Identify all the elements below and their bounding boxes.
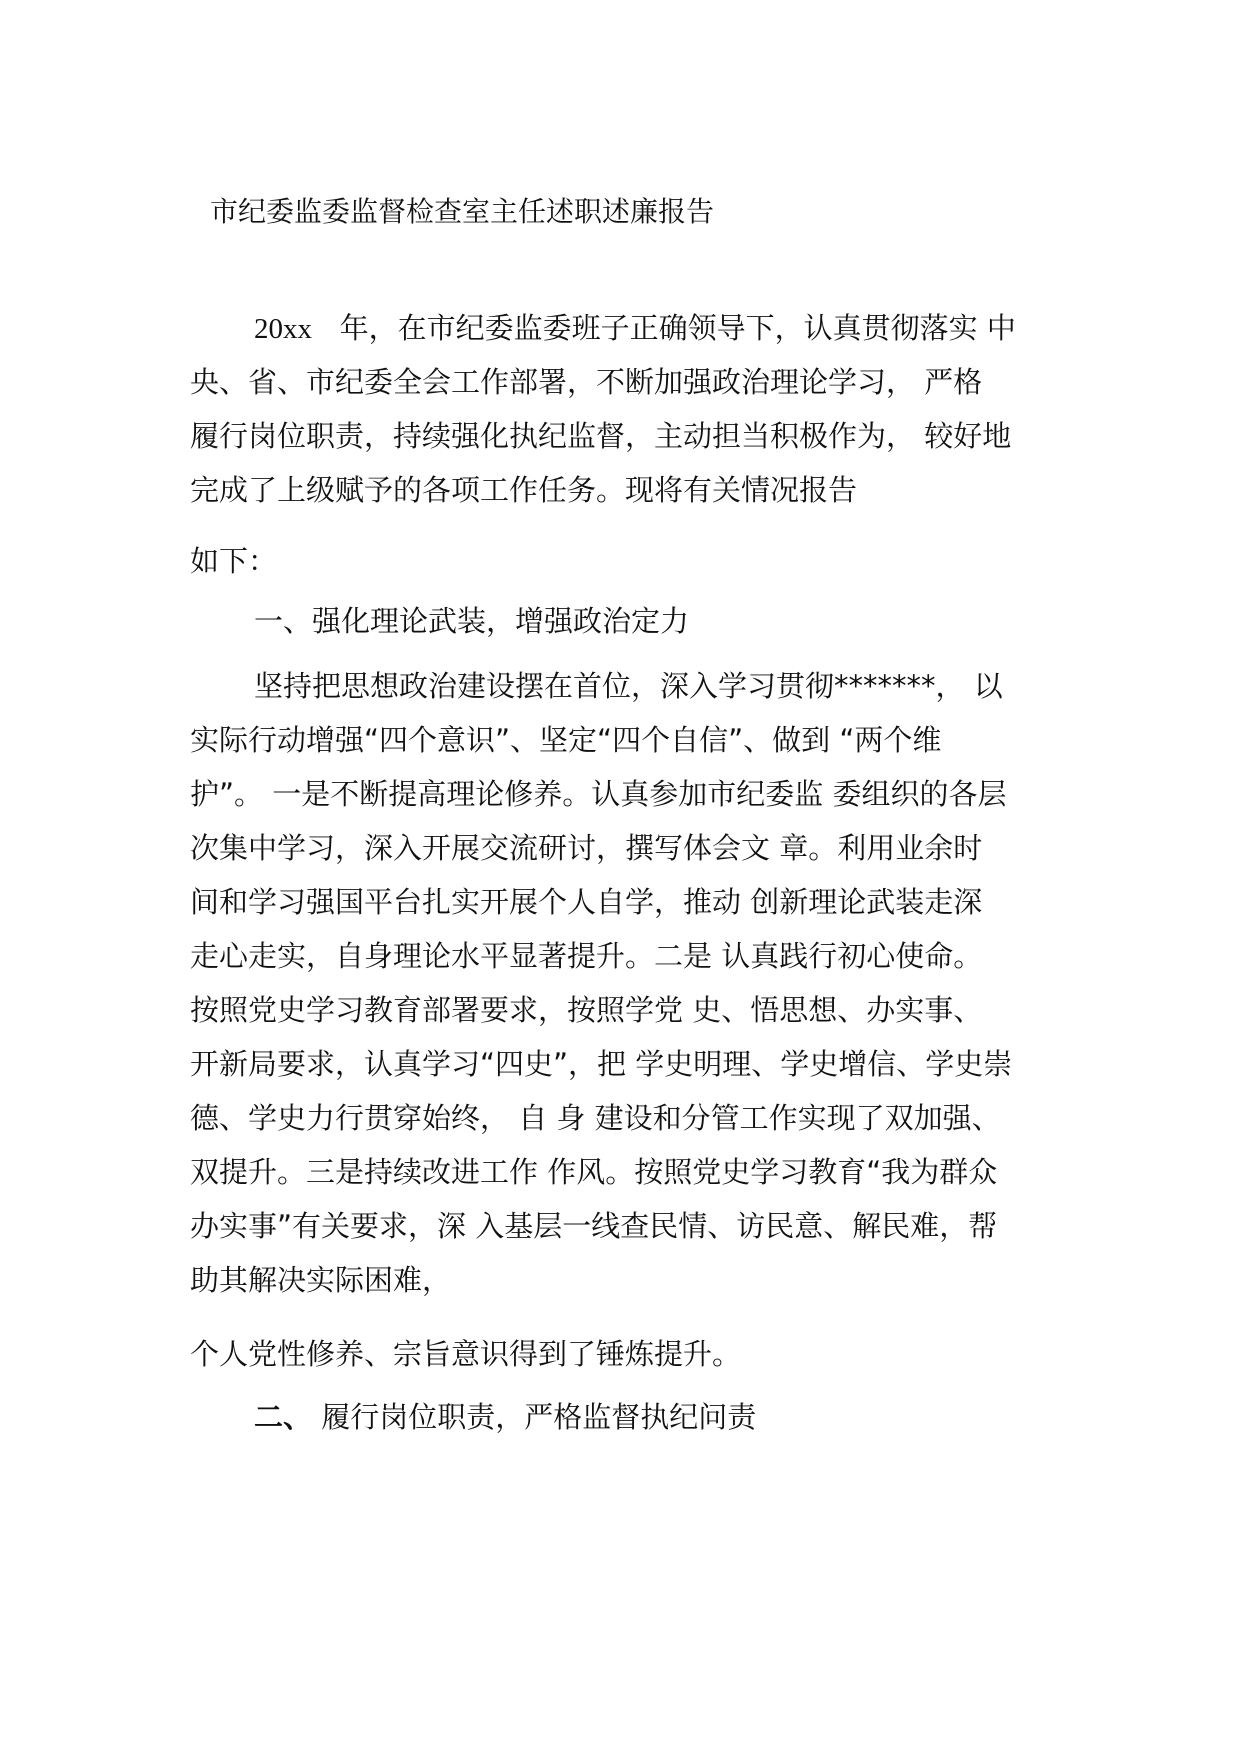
intro-line-1 xyxy=(254,310,1016,347)
section-1-line: 走心走实，自身理论水平显著提升。二是 认真践行初心使命。 xyxy=(190,939,983,973)
section-1-line: 开新局要求，认真学习“四史”，把 学史明理、学史增信、学史崇 xyxy=(190,1047,1013,1081)
intro-line-3: 履行岗位职责，持续强化执纪监督，主动担当积极作为， 较好地 xyxy=(190,419,1012,453)
intro-line-5: 如下： xyxy=(190,544,278,578)
intro-year: 20xx xyxy=(254,313,312,345)
section-1-line: 实际行动增强“四个意识”、坚定“四个自信”、做到 “两个维 xyxy=(190,723,942,757)
section-1-line: 助其解决实际困难， xyxy=(190,1263,452,1297)
section-2-heading xyxy=(254,1399,756,1435)
intro-line-1-text: 年，在市纪委监委班子正确领导下，认真贯彻落实 中 xyxy=(339,311,1016,345)
section-1-line: 按照党史学习教育部署要求，按照学党 史、悟思想、办实事、 xyxy=(190,993,983,1027)
section-1-line: 个人党性修养、宗旨意识得到了锤炼提升。 xyxy=(190,1337,742,1371)
section-1-line: 办实事”有关要求，深 入基层一线查民情、访民意、解民难，帮 xyxy=(190,1209,998,1243)
section-1-line: 坚持把思想政治建设摆在首位，深入学习贯彻*******， 以 xyxy=(254,669,1003,703)
section-1-line: 间和学习强国平台扎实开展个人自学，推动 创新理论武装走深 xyxy=(190,885,983,919)
section-1-line: 次集中学习，深入开展交流研讨，撰写体会文 章。利用业余时 xyxy=(190,831,983,865)
intro-line-4: 完成了上级赋予的各项工作任务。现将有关情况报告 xyxy=(190,473,858,507)
section-2-number: 二、 xyxy=(254,1400,313,1434)
section-1-heading: 一、强化理论武装，增强政治定力 xyxy=(254,604,690,638)
section-1-line: 德、学史力行贯穿始终， 自 身 建设和分管工作实现了双加强、 xyxy=(190,1101,1001,1135)
section-1-line: 双提升。三是持续改进工作 作风。按照党史学习教育“我为群众 xyxy=(190,1155,998,1189)
section-2-title: 履行岗位职责，严格监督执纪问责 xyxy=(321,1400,757,1434)
document-title: 市纪委监委监督检查室主任述职述廉报告 xyxy=(210,195,715,228)
intro-line-2: 央、省、市纪委全会工作部署，不断加强政治理论学习， 严格 xyxy=(190,365,983,399)
section-1-line: 护”。 一是不断提高理论修养。认真参加市纪委监 委组织的各层 xyxy=(190,777,1007,811)
